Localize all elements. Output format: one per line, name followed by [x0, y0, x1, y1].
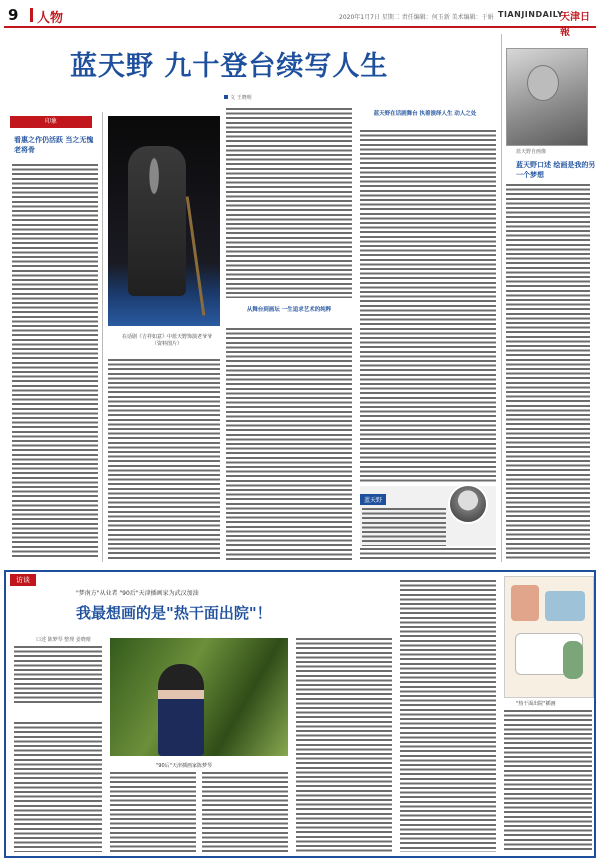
photo-caption: 在话剧《吉祥如意》中蓝天野饰演老爷爷（资料图片） — [122, 334, 213, 347]
illustration-shape — [511, 585, 539, 621]
article-text-column — [108, 359, 220, 559]
newspaper-page — [4, 4, 596, 858]
illustrator-figure — [158, 664, 204, 756]
bottom-text-column — [296, 638, 392, 852]
article-text-column — [360, 548, 496, 560]
bottom-feature — [4, 570, 596, 858]
sidebar-tag: 印象 — [10, 116, 92, 128]
newspaper-logo: 天津日報 — [560, 12, 590, 38]
bio-label: 蓝天野 — [360, 494, 386, 505]
article-text-column — [226, 328, 352, 560]
byline-square-icon — [224, 95, 228, 99]
bottom-superhead: "梦南方"从业者 "90后"天津插画家为武汉加油 — [76, 590, 199, 597]
illustration-shape — [563, 641, 583, 679]
cane — [186, 196, 206, 315]
article-text-column — [360, 130, 496, 482]
bottom-text-column — [202, 772, 288, 852]
illustration — [504, 576, 594, 698]
issue-info: 2020年1月7日 星期二 责任编辑：何玉新 美术编辑：于娟 — [339, 14, 494, 21]
bottom-text-column — [400, 580, 496, 852]
page-number: 9 — [8, 6, 19, 24]
column-divider — [501, 34, 502, 562]
bottom-byline: 口述 陈梦琴 整理 姜晓晴 — [36, 637, 91, 643]
illustrator-photo — [110, 638, 288, 756]
bottom-text-column — [14, 646, 102, 706]
bottom-tag: 访谈 — [10, 574, 36, 586]
sidebar-headline: 看惠之作仍活跃 当之无愧老将骨 — [14, 136, 94, 154]
illustration-shape — [545, 591, 585, 621]
bio-text — [362, 508, 446, 546]
bottom-text-column — [110, 772, 196, 852]
page-header — [4, 4, 596, 38]
right-photo-label: 蓝天野自画像 — [516, 149, 547, 155]
bottom-photo-caption: "90后"天津插画家陈梦琴 — [156, 763, 212, 769]
right-column-headline: 蓝天野口述 绘画是我的另一个梦想 — [516, 161, 596, 179]
article-subhead: 蓝天野在话剧舞台 执着演绎人生 动人之处 — [373, 111, 477, 117]
article-byline: 文 王晓明 — [224, 94, 252, 101]
bottom-text-column — [14, 722, 102, 852]
article-title: 蓝天野 九十登台续写人生 — [70, 51, 389, 82]
portrait-face — [527, 65, 559, 101]
right-text-column — [506, 184, 590, 559]
bottom-text-column — [504, 710, 592, 852]
section-name: 人物 — [37, 11, 64, 26]
article-subhead: 从舞台到画坛 一生追求艺术的纯粹 — [246, 307, 332, 313]
bottom-title: 我最想画的是"热干面出院"！ — [76, 604, 272, 622]
sidebar-text-column — [12, 164, 98, 559]
main-photo — [108, 116, 220, 326]
brand-name: TIANJINDAILY — [498, 10, 564, 19]
bio-portrait — [448, 484, 488, 524]
section-bar — [30, 8, 33, 22]
illustration-caption: "热干面出院"插画 — [516, 701, 556, 707]
self-portrait-image — [506, 48, 588, 146]
article-text-column — [226, 108, 352, 298]
actor-figure — [128, 146, 186, 296]
column-divider — [102, 112, 103, 562]
